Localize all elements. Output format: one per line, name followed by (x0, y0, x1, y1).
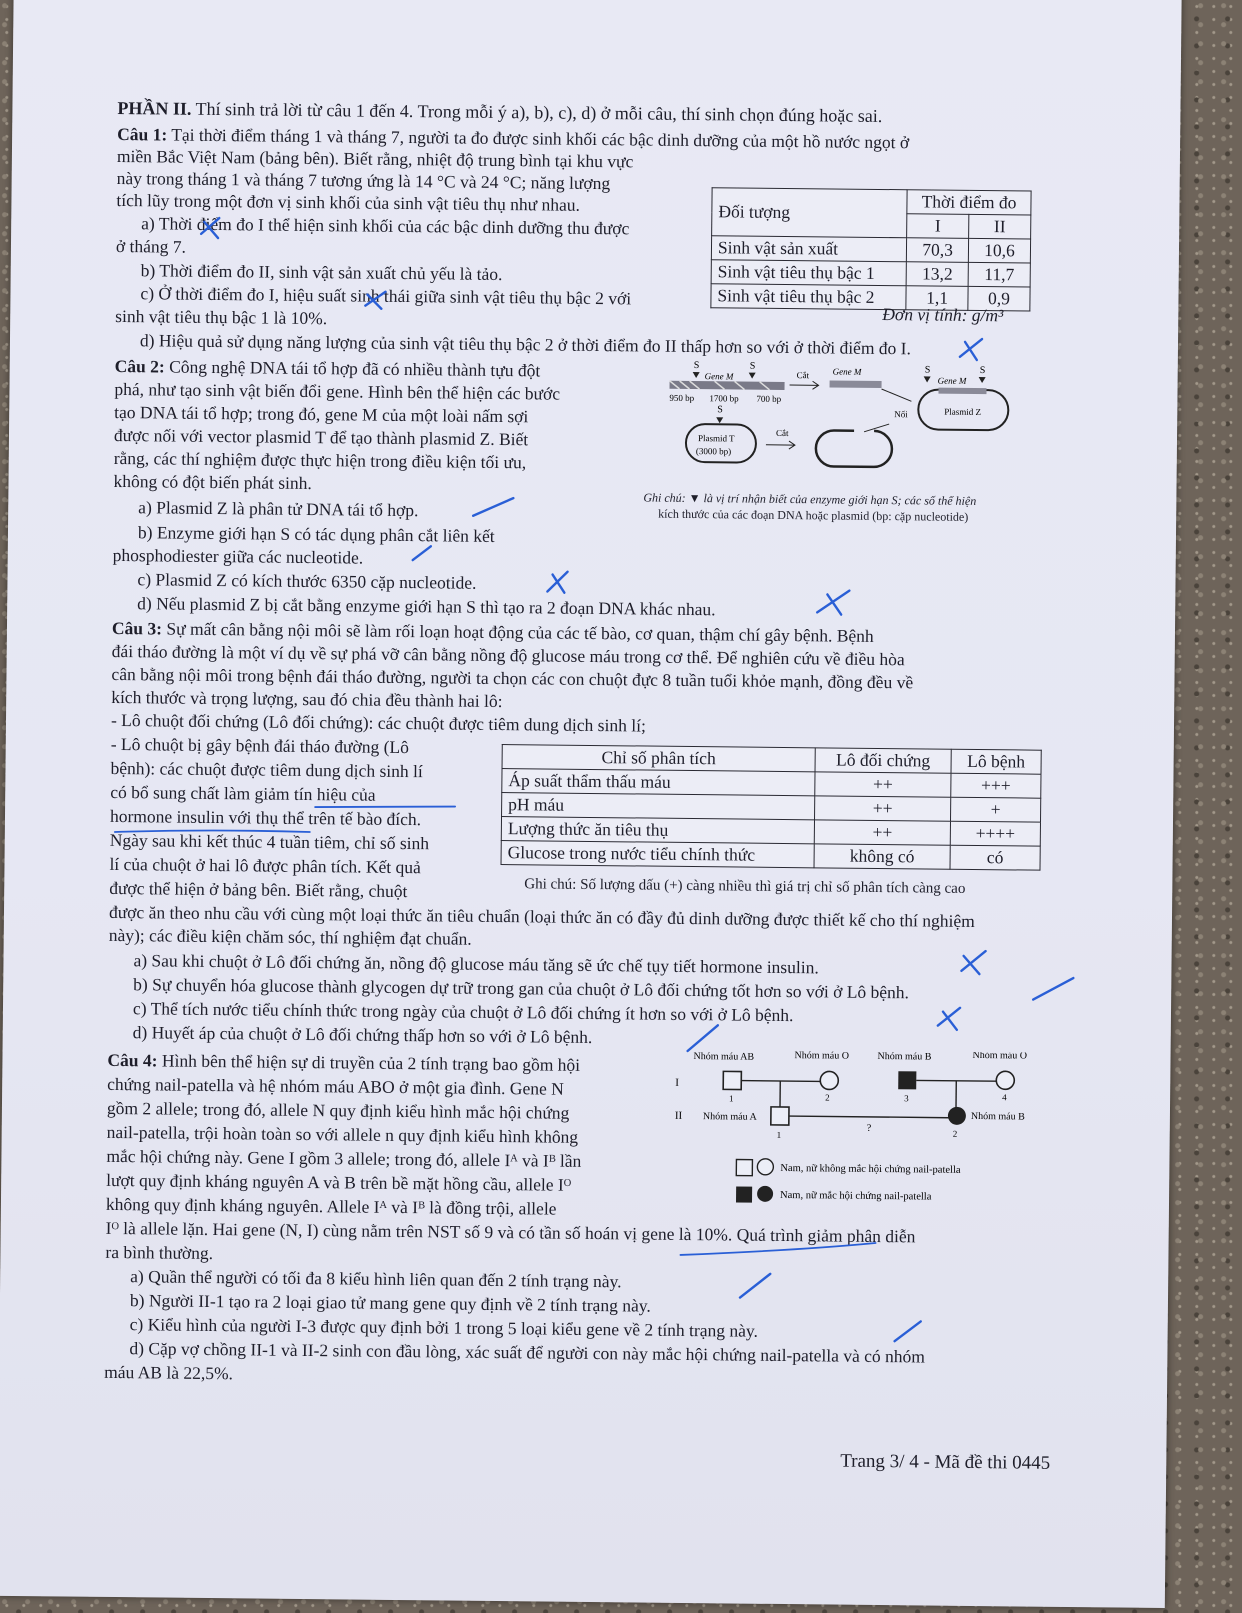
site-label-s: S (749, 360, 756, 372)
cross-mark (960, 339, 982, 360)
table-cell: Sinh vật tiêu thụ bậc 1 (711, 260, 906, 286)
table-header-i: I (907, 214, 969, 239)
q4-line-4: nail-patella, trội hoàn toàn so với allele n quy định kiểu hình không (106, 1121, 579, 1147)
q3-line-10: Ngày sau khi kết thúc 4 tuần tiêm, chỉ số sinh (109, 829, 430, 854)
q2-diagram-note: Ghi chú: ▼ là vị trí nhận biết của enzyme giới hạn S; các số thể hiện (643, 490, 977, 508)
cut-label: Cắt (776, 427, 789, 439)
q1-line-3: này trong tháng 1 và tháng 7 tương ứng là 14 °C và 24 °C; năng lượng (116, 167, 611, 194)
q3-line-13: được ăn theo nhu cầu với cùng một loại thức ăn tiêu chuẩn (loại thức ăn có đầy đủ dinh dưỡng được thiết kế cho thí nghiệm (108, 901, 975, 931)
q3-option-c: c) Thể tích nước tiểu chính thức trong ngày của chuột ở Lô đối chứng ít hơn so với ở Lô bệnh. (132, 998, 794, 1026)
q4-label: Câu 4: (107, 1049, 158, 1071)
q1-text: Tại thời điểm tháng 1 và tháng 7, người ta đo được sinh khối các bậc dinh dưỡng của một hồ nước ngọt ở (171, 124, 910, 153)
table-cell: ++ (815, 772, 951, 797)
q4-line-3: gồm 2 allele; trong đó, allele N quy định kiểu hình mắc hội chứng (106, 1097, 570, 1123)
individual-number: 2 (825, 1092, 830, 1103)
q4-option-b: b) Người II-1 tạo ra 2 loại giao tử mang gene quy định về 2 tính trạng này. (129, 1290, 651, 1316)
individual-number: 2 (952, 1128, 958, 1139)
q3-label: Câu 3: (111, 617, 163, 639)
q2-line-4: được nối với vector plasmid T để tạo thành plasmid Z. Biết (113, 424, 529, 450)
blood-type-label: Nhóm máu AB (693, 1051, 755, 1063)
q1-option-a-cont: ở tháng 7. (115, 235, 187, 257)
generation-label: II (674, 1109, 683, 1122)
q4-line-2: chứng nail-patella và hệ nhóm máu ABO ở một gia đình. Gene N (107, 1073, 564, 1099)
gene-m-label: Gene M (937, 375, 967, 386)
blood-type-label: Nhóm máu B (877, 1050, 932, 1063)
q3-line-8: có bổ sung chất làm giảm tín hiệu của (110, 781, 376, 805)
cross-mark (201, 218, 219, 238)
blood-type-label: Nhóm máu O (972, 1049, 1028, 1062)
q2-label: Câu 2: (114, 355, 165, 377)
check-mark (413, 546, 431, 560)
underline-mark (115, 829, 310, 834)
q2-text: Công nghệ DNA tái tổ hợp đã có nhiều thành tựu đột (169, 356, 541, 381)
check-mark (895, 1321, 921, 1341)
plasmid-t-size: (3000 bp) (695, 446, 732, 457)
part-header-bold: PHẦN II. (117, 97, 192, 119)
q3-line-3: cân bằng nội môi trong bệnh đái tháo đường, người ta chọn các con chuột đực 8 tuần tuổi khỏe mạnh, đồng đều về (111, 663, 914, 693)
table-cell: Sinh vật sản xuất (711, 236, 906, 262)
q4-line-6: lượt quy định kháng nguyên A và B trên bề mặt hồng cầu, allele Iᴼ (106, 1169, 572, 1195)
q3-option-b: b) Sự chuyển hóa glucose thành glycogen dự trữ trong gan của chuột ở Lô đối chứng tốt hơn so với ở Lô bệnh. (133, 974, 910, 1003)
q3-text: Sự mất cân bằng nội môi sẽ làm rối loạn hoạt động của các tế bào, cơ quan, thậm chí gây bệnh. Bệnh (166, 618, 874, 646)
table-cell: không có (814, 844, 950, 869)
q4-line-7: không quy định kháng nguyên. Allele Iᴬ và Iᴮ là đồng trội, allele (105, 1193, 557, 1219)
table-cell: 0,9 (968, 286, 1030, 311)
check-mark (740, 1274, 770, 1298)
site-label-s: S (717, 404, 723, 416)
q3-line-11: lí của chuột ở hai lô được phân tích. Kết quả (109, 853, 421, 878)
individual-number: 4 (1002, 1092, 1007, 1103)
table-header-ii: II (969, 214, 1031, 239)
cross-mark (365, 292, 385, 309)
table-cell: ++ (815, 796, 951, 821)
cross-mark (817, 590, 849, 614)
underline-mark (315, 805, 455, 808)
q2-option-d: d) Nếu plasmid Z bị cắt bằng enzyme giới hạn S thì tạo ra 2 đoạn DNA khác nhau. (137, 593, 716, 620)
unknown-child-marker: ? (866, 1122, 872, 1134)
size-700bp: 700 bp (756, 393, 782, 404)
check-mark (688, 1025, 718, 1051)
q3-line-4: kích thước và trọng lượng, sau đó chia đều thành hai lô: (111, 686, 503, 712)
site-label-s: S (693, 360, 700, 372)
table-cell: + (951, 797, 1041, 822)
table-cell: Sinh vật tiêu thụ bậc 2 (711, 284, 906, 310)
q1-option-d: d) Hiệu quả sử dụng năng lượng của sinh vật tiêu thụ bậc 2 ở thời điểm đo II thấp hơn so với ở thời điểm đo I. (139, 330, 912, 359)
q4-option-c: c) Kiểu hình của người I-3 được quy định bởi 1 trong 5 loại kiểu gene về 2 tính trạng này. (129, 1314, 759, 1341)
q4-line-8: Iᴼ là allele lặn. Hai gene (N, I) cùng nằm trên NST số 9 và có tần số hoán vị gene là 10%. Quá trình giảm phân diễn (105, 1217, 916, 1247)
q4-text: Hình bên thể hiện sự di truyền của 2 tính trạng bao gồm hội (161, 1050, 581, 1075)
table-cell: ++ (814, 820, 950, 845)
q3-option-d: d) Huyết áp của chuột ở Lô đối chứng thấp hơn so với ở Lô bệnh. (132, 1022, 593, 1047)
q4-line-5: mắc hội chứng này. Gene I gồm 3 allele; trong đó, allele Iᴬ và Iᴮ lần (106, 1145, 582, 1171)
table-cell: +++ (951, 773, 1041, 798)
q3-line-6: - Lô chuột bị gây bệnh đái tháo đường (Lô (110, 733, 410, 758)
page-footer: Trang 3/ 4 - Mã đề thi 0445 (840, 1450, 1051, 1474)
blood-type-label: Nhóm máu O (794, 1050, 850, 1062)
table-cell: 70,3 (907, 238, 969, 263)
q1-option-b: b) Thời điểm đo II, sinh vật sản xuất chủ yếu là tảo. (140, 260, 503, 285)
q1-table-unit: Đơn vị tính: g/m³ (882, 303, 1004, 326)
table-header: Chỉ số phân tích (502, 745, 815, 772)
table-cell: Lượng thức ăn tiêu thụ (501, 817, 814, 844)
table-cell: pH máu (502, 793, 815, 820)
q2-option-a: a) Plasmid Z là phân tử DNA tái tổ hợp. (138, 497, 419, 521)
gene-m-label: Gene M (832, 366, 862, 377)
table-cell: Áp suất thẩm thấu máu (502, 769, 815, 796)
table-cell: 1,1 (906, 286, 968, 311)
table-header-object: Đối tượng (712, 188, 908, 238)
q2-line-5: rằng, các thí nghiệm được thực hiện trong điều kiện tối ưu, (113, 447, 527, 473)
legend-label: Nam, nữ mắc hội chứng nail-patella (780, 1189, 932, 1203)
size-1700bp: 1700 bp (709, 393, 739, 404)
q4-option-d: d) Cặp vợ chồng II-1 và II-2 sinh con đầu lòng, xác suất để người con này mắc hội chứng nail-patella và có nhóm (129, 1338, 926, 1367)
q1-option-a: a) Thời điểm đo I thể hiện sinh khối của các bậc dinh dưỡng thu được (141, 213, 630, 239)
q3-line-7: bệnh): các chuột được tiêm dung dịch sinh lí (110, 757, 423, 782)
q1-label: Câu 1: (117, 123, 168, 145)
q3-line-14: này); các điều kiện chăm sóc, thí nghiệm đạt chuẩn. (108, 924, 472, 949)
underline-mark (680, 1241, 875, 1257)
table-cell: ++++ (950, 821, 1040, 846)
q2-option-b: b) Enzyme giới hạn S có tác dụng phân cắt liên kết (137, 522, 495, 546)
individual-number: 3 (904, 1093, 909, 1104)
cut-label: Cắt (796, 370, 810, 381)
q4-option-a: a) Quần thể người có tối đa 8 kiểu hình liên quan đến 2 tính trạng này. (130, 1266, 622, 1292)
part-header-text: Thí sinh trả lời từ câu 1 đến 4. Trong mỗi ý a), b), c), d) ở mỗi câu, thí sinh chọn đúng hoặc sai. (195, 98, 883, 126)
q4-line-9: ra bình thường. (105, 1241, 214, 1264)
blood-type-label: Nhóm máu B (970, 1110, 1025, 1123)
table-cell: Glucose trong nước tiểu chính thức (501, 841, 814, 868)
table-cell: 13,2 (906, 262, 968, 287)
q1-line-2: miền Bắc Việt Nam (bảng bên). Biết rằng, nhiệt độ trung bình tại khu vực (116, 145, 634, 172)
cross-mark (547, 572, 567, 593)
individual-number: 1 (729, 1093, 734, 1104)
q3-line-2: đái tháo đường là một ví dụ về sự phá vỡ cân bằng nồng độ glucose máu trong cơ thể. Để nghiên cứu về điều hòa (111, 640, 905, 670)
blood-type-label: Nhóm máu A (702, 1111, 757, 1123)
q2-diagram-note-cont: kích thước của các đoạn DNA hoặc plasmid (bp: cặp nucleotide) (658, 506, 969, 524)
plasmid-z-label: Plasmid Z (944, 406, 982, 418)
q3-line-9: hormone insulin với thụ thể trên tế bào đích. (109, 805, 422, 830)
check-mark (473, 498, 513, 516)
cross-mark (961, 951, 985, 974)
q2-line-6: không có đột biến phát sinh. (113, 470, 312, 494)
q3-line-5: - Lô chuột đối chứng (Lô đối chứng): các chuột được tiêm dung dịch sinh lí; (110, 709, 646, 736)
size-950bp: 950 bp (669, 392, 695, 404)
table-cell: có (950, 845, 1040, 870)
q3-line-12: được thể hiện ở bảng bên. Biết rằng, chuột (109, 877, 408, 902)
site-label-s: S (979, 365, 986, 377)
individual-number: 1 (776, 1129, 782, 1140)
table-header: Lô đối chứng (815, 748, 951, 773)
q1-line-4: tích lũy trong một đơn vị sinh khối của sinh vật tiêu thụ như nhau. (116, 189, 581, 215)
q2-line-2: phá, như tạo sinh vật biến đổi gene. Hình bên thể hiện các bước (114, 378, 561, 404)
generation-label: I (675, 1076, 679, 1089)
gene-m-label: Gene M (704, 371, 734, 382)
q2-line-3: tạo DNA tái tổ hợp; trong đó, gene M của một loài nấm sợi (114, 401, 529, 427)
site-label-s: S (924, 364, 931, 376)
q2-option-b-cont: phosphodiester giữa các nucleotide. (112, 544, 364, 568)
table-cell: 11,7 (968, 262, 1030, 287)
q1-option-c-cont: sinh vật tiêu thụ bậc 1 là 10%. (115, 305, 328, 329)
legend-label: Nam, nữ không mắc hội chứng nail-patella (780, 1162, 961, 1176)
table-cell: 10,6 (968, 238, 1030, 263)
join-label: Nối (894, 409, 908, 420)
q2-option-c: c) Plasmid Z có kích thước 6350 cặp nucleotide. (137, 569, 477, 593)
table-header-time: Thời điểm đo (907, 190, 1031, 215)
table-header: Lô bệnh (951, 749, 1041, 774)
q4-option-d-cont: máu AB là 22,5%. (104, 1361, 234, 1384)
check-mark (1033, 978, 1073, 1000)
cross-mark (938, 1008, 960, 1030)
q3-option-a: a) Sau khi chuột ở Lô đối chứng ăn, nồng độ glucose máu tăng sẽ ức chế tụy tiết hormone insulin. (133, 950, 819, 978)
q1-option-c: c) Ở thời điểm đo I, hiệu suất sinh thái giữa sinh vật tiêu thụ bậc 2 với (140, 283, 632, 309)
q3-table-note-text: Ghi chú: Số lượng dấu (+) càng nhiều thì giá trị chỉ số phân tích càng cao (524, 876, 966, 897)
plasmid-t-label: Plasmid T (697, 433, 735, 444)
